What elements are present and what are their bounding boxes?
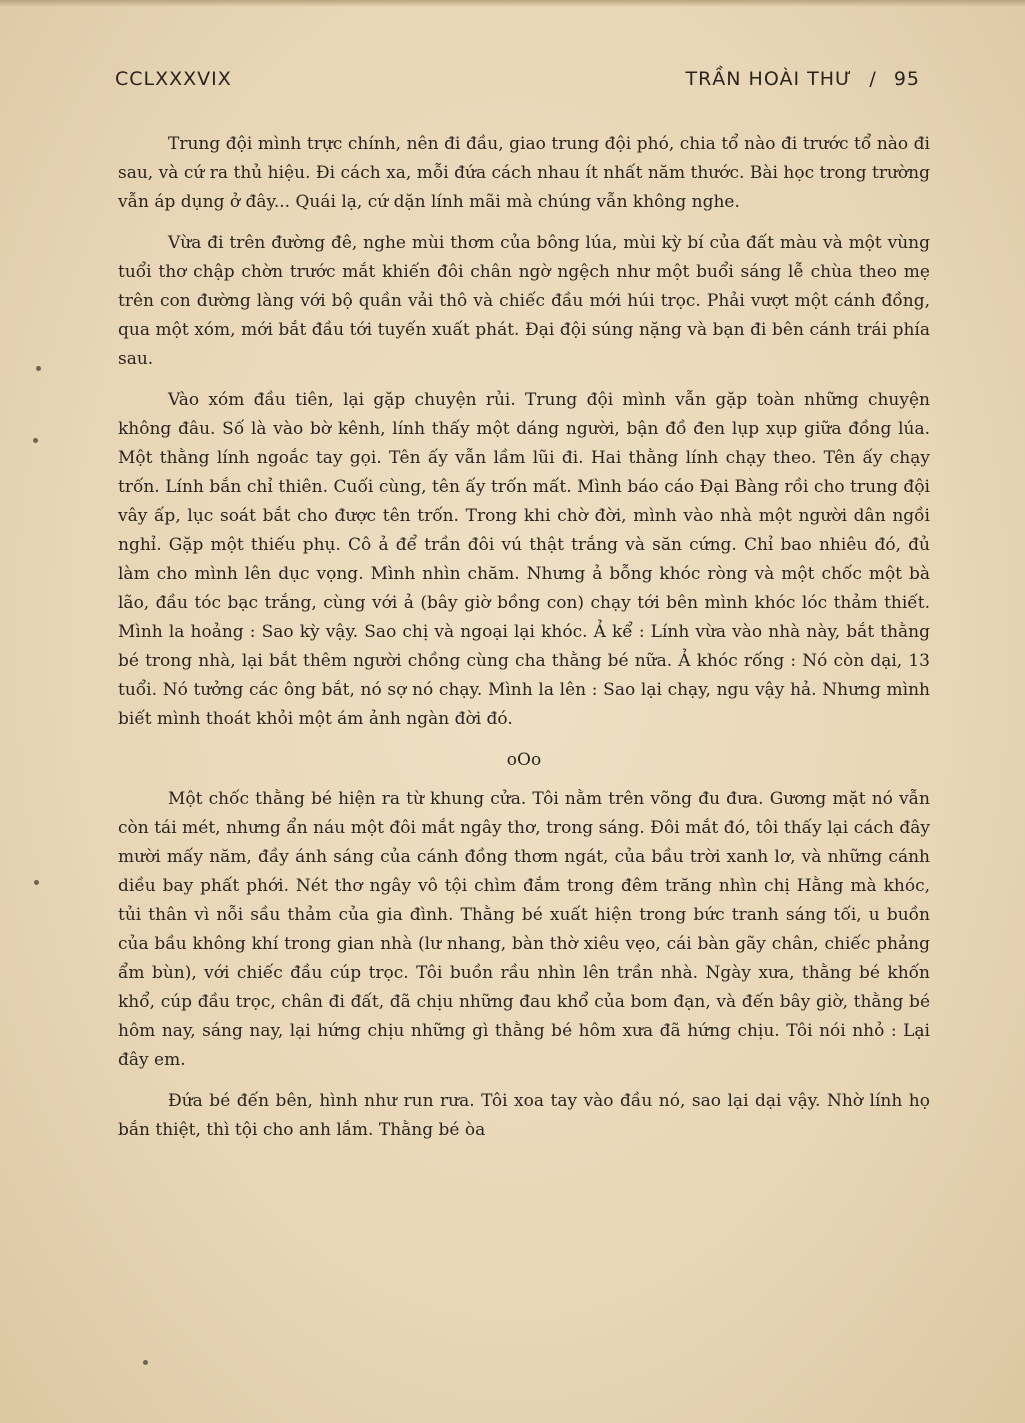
chapter-numeral: CCLXXXVIX: [115, 68, 232, 90]
section-separator: oOo: [506, 750, 542, 770]
paragraph: Một chốc thằng bé hiện ra từ khung cửa. Tôi nằm trên võng đu đưa. Gương mặt nó vẫn còn tái mét, nhưng ẩn náu một đôi mắt ngây thơ, trong sáng. Đôi mắt đó, tôi thấy lại cách đây mười mấy năm, đầy ánh sáng của cánh đồng thơm ngát, của bầu trời xanh lơ, và những cánh diều bay phất phới. Nét thơ ngây vô tội chìm đắm trong đêm trăng nhìn chị Hằng mà khóc, tủi thân vì nỗi sầu thảm của gia đình. Thằng bé xuất hiện trong bức tranh sáng tối, u buồn của bầu không khí trong gian nhà (lư nhang, bàn thờ xiêu vẹo, cái bàn gãy chân, chiếc phảng ẩm bùn), với chiếc đầu cúp trọc. Tôi buồn rầu nhìn lên trần nhà. Ngày xưa, thằng bé khốn khổ, cúp đầu trọc, chân đi đất, đã chịu những đau khổ của bom đạn, và đến bây giờ, thằng bé hôm nay, sáng nay, lại hứng chịu những gì thằng bé hôm xưa đã hứng chịu. Tôi nói nhỏ : Lại đây em.: [118, 789, 930, 1070]
page-number: 95: [893, 68, 920, 90]
paragraph: Vừa đi trên đường đê, nghe mùi thơm của bông lúa, mùi kỳ bí của đất màu và một vùng tuổi thơ chập chờn trước mắt khiến đôi chân ngờ ngệch như một buổi sáng lễ chùa theo mẹ trên con đường làng với bộ quần vải thô và chiếc đầu mới húi trọc. Phải vượt một cánh đồng, qua một xóm, mới bắt đầu tới tuyến xuất phát. Đại đội súng nặng và bạn đi bên cánh trái phía sau.: [118, 233, 930, 369]
print-speck: [36, 366, 41, 371]
paragraph: Trung đội mình trực chính, nên đi đầu, giao trung đội phó, chia tổ nào đi trước tổ nào đi sau, và cứ ra thủ hiệu. Đi cách xa, mỗi đứa cách nhau ít nhất năm thước. Bài học trong trường vẫn áp dụng ở đây... Quái lạ, cứ dặn lính mãi mà chúng vẫn không nghe.: [118, 134, 930, 212]
page-top-edge: [0, 0, 1025, 7]
print-speck: [34, 880, 39, 885]
print-speck: [143, 1360, 148, 1365]
header-separator: /: [869, 68, 877, 90]
author-page-group: [686, 68, 921, 90]
author-name: TRẦN HOÀI THƯ: [685, 68, 853, 90]
print-speck: [33, 438, 38, 443]
paragraph: Vào xóm đầu tiên, lại gặp chuyện rủi. Trung đội mình vẫn gặp toàn những chuyện không đâu. Số là vào bờ kênh, lính thấy một dáng người, bận đồ đen lụp xụp giữa đồng lúa. Một thằng lính ngoắc tay gọi. Tên ấy vẫn lầm lũi đi. Hai thằng lính chạy theo. Tên ấy chạy trốn. Lính bắn chỉ thiên. Cuối cùng, tên ấy trốn mất. Mình báo cáo Đại Bàng rồi cho trung đội vây ấp, lục soát bắt cho được tên trốn. Trong khi chờ đời, mình vào nhà một người dân ngồi nghỉ. Gặp một thiếu phụ. Cô ả để trần đôi vú thật trắng và săn cứng. Chỉ bao nhiêu đó, đủ làm cho mình lên dục vọng. Mình nhìn chăm. Nhưng ả bỗng khóc ròng và một chốc một bà lão, đầu tóc bạc trắng, cùng với ả (bây giờ bồng con) chạy tới bên mình khóc lóc thảm thiết. Mình la hoảng : Sao kỳ vậy. Sao chị và ngoại lại khóc. Ả kể : Lính vừa vào nhà này, bắt thằng bé trong nhà, lại bắt thêm người chồng cùng cha thằng bé nữa. Ả khóc rống : Nó còn dại, 13 tuổi. Nó tưởng các ông bắt, nó sợ nó chạy. Mình la lên : Sao lại chạy, ngu vậy hả. Nhưng mình biết mình thoát khỏi một ám ảnh ngàn đời đó.: [118, 390, 930, 729]
running-header: [115, 68, 920, 90]
paragraph: Đứa bé đến bên, hình như run rưa. Tôi xoa tay vào đầu nó, sao lại dại vậy. Nhờ lính họ bắn thiệt, thì tội cho anh lắm. Thằng bé òa: [118, 1091, 930, 1140]
page-body: [118, 130, 930, 1157]
